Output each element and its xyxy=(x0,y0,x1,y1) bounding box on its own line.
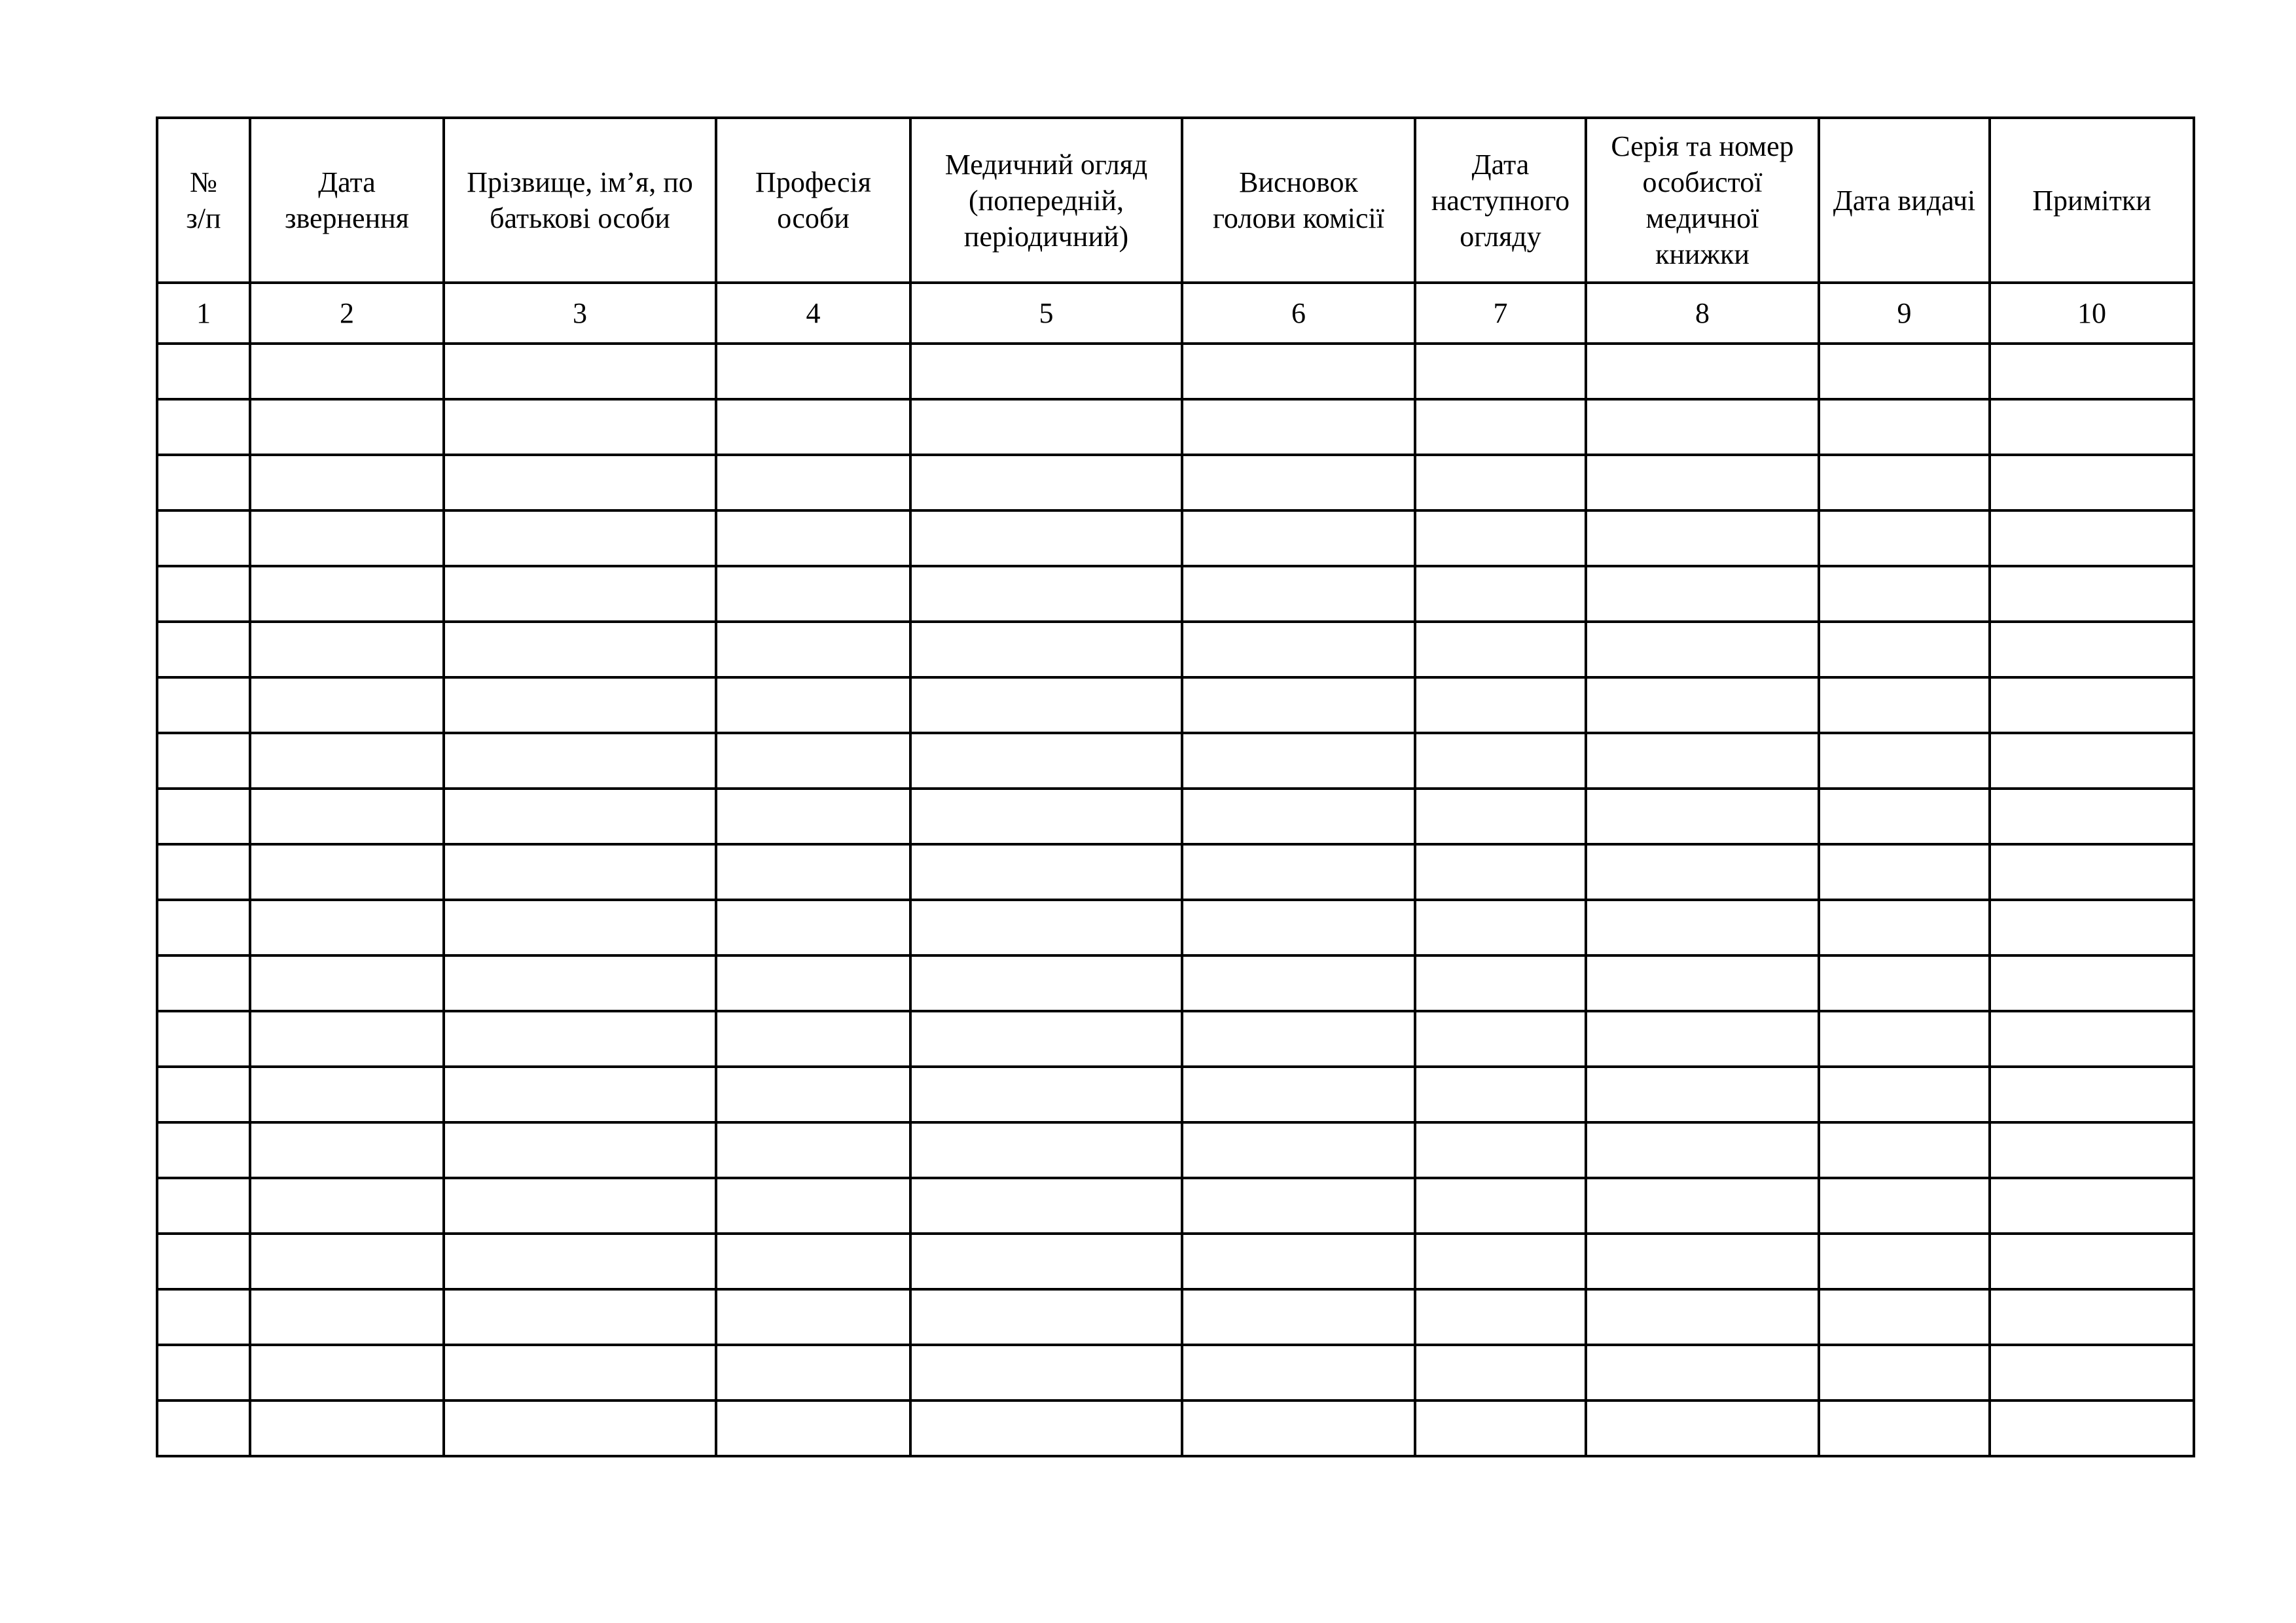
table-cell[interactable] xyxy=(1182,1289,1415,1345)
table-cell[interactable] xyxy=(910,1122,1182,1178)
table-cell[interactable] xyxy=(1819,399,1990,455)
table-cell[interactable] xyxy=(444,733,716,789)
column-number-9: 9 xyxy=(1819,283,1990,344)
table-cell[interactable] xyxy=(1990,510,2194,566)
table-cell[interactable] xyxy=(716,399,910,455)
table-cell[interactable] xyxy=(1586,789,1819,844)
table-cell[interactable] xyxy=(1415,789,1586,844)
table-cell[interactable] xyxy=(910,1234,1182,1289)
table-cell[interactable] xyxy=(910,677,1182,733)
table-row xyxy=(157,510,2194,566)
table-cell[interactable] xyxy=(716,955,910,1011)
table-cell[interactable] xyxy=(157,789,250,844)
table-cell[interactable] xyxy=(1182,900,1415,955)
table-cell[interactable] xyxy=(1819,955,1990,1011)
table-cell[interactable] xyxy=(1990,733,2194,789)
table-cell[interactable] xyxy=(444,1234,716,1289)
table-cell[interactable] xyxy=(1990,677,2194,733)
table-row xyxy=(157,566,2194,622)
column-number-5: 5 xyxy=(910,283,1182,344)
table-cell[interactable] xyxy=(250,566,444,622)
table-cell[interactable] xyxy=(1819,677,1990,733)
table-cell[interactable] xyxy=(1182,344,1415,399)
table-cell[interactable] xyxy=(716,844,910,900)
table-cell[interactable] xyxy=(444,955,716,1011)
table-cell[interactable] xyxy=(444,622,716,677)
table-cell[interactable] xyxy=(716,1067,910,1122)
table-cell[interactable] xyxy=(1990,1345,2194,1400)
table-cell[interactable] xyxy=(1990,1289,2194,1345)
table-row xyxy=(157,844,2194,900)
table-cell[interactable] xyxy=(910,455,1182,510)
table-cell[interactable] xyxy=(910,1011,1182,1067)
table-cell[interactable] xyxy=(1990,455,2194,510)
table-cell[interactable] xyxy=(250,399,444,455)
table-cell[interactable] xyxy=(716,566,910,622)
table-cell[interactable] xyxy=(1586,566,1819,622)
table-cell[interactable] xyxy=(1182,677,1415,733)
table-cell[interactable] xyxy=(444,1067,716,1122)
table-cell[interactable] xyxy=(1415,1067,1586,1122)
column-number-8: 8 xyxy=(1586,283,1819,344)
table-cell[interactable] xyxy=(716,900,910,955)
table-cell[interactable] xyxy=(1586,1345,1819,1400)
table-cell[interactable] xyxy=(157,1122,250,1178)
table-cell[interactable] xyxy=(1182,510,1415,566)
table-cell[interactable] xyxy=(1990,622,2194,677)
table-cell[interactable] xyxy=(716,1122,910,1178)
table-cell[interactable] xyxy=(1990,399,2194,455)
table-cell[interactable] xyxy=(1819,566,1990,622)
table-cell[interactable] xyxy=(1415,1289,1586,1345)
table-cell[interactable] xyxy=(1415,1234,1586,1289)
table-cell[interactable] xyxy=(250,1067,444,1122)
table-cell[interactable] xyxy=(1415,399,1586,455)
column-header-6: Висновок голови комісії xyxy=(1182,118,1415,283)
table-cell[interactable] xyxy=(910,900,1182,955)
table-cell[interactable] xyxy=(716,1400,910,1456)
table-cell[interactable] xyxy=(1182,1067,1415,1122)
table-cell[interactable] xyxy=(1182,1011,1415,1067)
table-cell[interactable] xyxy=(1990,1011,2194,1067)
table-cell[interactable] xyxy=(910,955,1182,1011)
table-cell[interactable] xyxy=(250,677,444,733)
table-cell[interactable] xyxy=(1415,677,1586,733)
table-cell[interactable] xyxy=(250,622,444,677)
table-row xyxy=(157,733,2194,789)
table-cell[interactable] xyxy=(910,510,1182,566)
table-cell[interactable] xyxy=(1415,510,1586,566)
column-header-1: № з/п xyxy=(157,118,250,283)
column-number-row xyxy=(157,283,2194,344)
table-cell[interactable] xyxy=(1415,566,1586,622)
table-cell[interactable] xyxy=(1586,900,1819,955)
table-cell[interactable] xyxy=(1586,1400,1819,1456)
table-cell[interactable] xyxy=(444,844,716,900)
table-cell[interactable] xyxy=(1182,399,1415,455)
table-cell[interactable] xyxy=(1182,566,1415,622)
table-cell[interactable] xyxy=(1182,1234,1415,1289)
table-cell[interactable] xyxy=(250,900,444,955)
table-cell[interactable] xyxy=(1182,733,1415,789)
table-cell[interactable] xyxy=(444,1345,716,1400)
table-cell[interactable] xyxy=(444,900,716,955)
table-cell[interactable] xyxy=(250,1345,444,1400)
table-cell[interactable] xyxy=(1819,844,1990,900)
table-cell[interactable] xyxy=(716,1234,910,1289)
table-row xyxy=(157,344,2194,399)
table-row xyxy=(157,900,2194,955)
table-cell[interactable] xyxy=(716,455,910,510)
table-cell[interactable] xyxy=(1990,1400,2194,1456)
table-cell[interactable] xyxy=(1586,1067,1819,1122)
table-row xyxy=(157,1122,2194,1178)
table-cell[interactable] xyxy=(1586,1122,1819,1178)
table-cell[interactable] xyxy=(157,1067,250,1122)
table-cell[interactable] xyxy=(444,455,716,510)
table-cell[interactable] xyxy=(1990,1178,2194,1234)
table-row xyxy=(157,955,2194,1011)
table-cell[interactable] xyxy=(157,1178,250,1234)
table-cell[interactable] xyxy=(157,344,250,399)
column-number-6: 6 xyxy=(1182,283,1415,344)
table-row xyxy=(157,677,2194,733)
table-cell[interactable] xyxy=(716,677,910,733)
table-cell[interactable] xyxy=(1586,622,1819,677)
column-header-5: Медичний огляд (попередній, періодичний) xyxy=(910,118,1182,283)
header-row xyxy=(157,118,2194,283)
table-cell[interactable] xyxy=(910,622,1182,677)
table-cell[interactable] xyxy=(250,510,444,566)
table-cell[interactable] xyxy=(910,789,1182,844)
table-cell[interactable] xyxy=(1182,789,1415,844)
table-cell[interactable] xyxy=(444,1011,716,1067)
table-cell[interactable] xyxy=(1415,1400,1586,1456)
table-cell[interactable] xyxy=(1990,566,2194,622)
table-cell[interactable] xyxy=(716,1289,910,1345)
table-cell[interactable] xyxy=(910,1067,1182,1122)
table-cell[interactable] xyxy=(1182,1178,1415,1234)
table-cell[interactable] xyxy=(250,789,444,844)
column-number-10: 10 xyxy=(1990,283,2194,344)
table-cell[interactable] xyxy=(1182,1400,1415,1456)
table-cell[interactable] xyxy=(1182,455,1415,510)
table-cell[interactable] xyxy=(250,955,444,1011)
table-cell[interactable] xyxy=(1990,789,2194,844)
medical-register-table xyxy=(156,116,2195,1457)
table-cell[interactable] xyxy=(1819,1122,1990,1178)
table-cell[interactable] xyxy=(1819,1345,1990,1400)
column-number-2: 2 xyxy=(250,283,444,344)
table-cell[interactable] xyxy=(910,844,1182,900)
table-cell[interactable] xyxy=(250,1178,444,1234)
table-cell[interactable] xyxy=(250,1011,444,1067)
table-cell[interactable] xyxy=(1586,455,1819,510)
table-row xyxy=(157,1289,2194,1345)
table-row xyxy=(157,789,2194,844)
table-cell[interactable] xyxy=(910,1400,1182,1456)
table-cell[interactable] xyxy=(1415,1011,1586,1067)
table-row xyxy=(157,1234,2194,1289)
table-cell[interactable] xyxy=(1819,900,1990,955)
table-cell[interactable] xyxy=(1182,955,1415,1011)
table-cell[interactable] xyxy=(716,1345,910,1400)
table-row xyxy=(157,1178,2194,1234)
column-number-3: 3 xyxy=(444,283,716,344)
column-header-8: Серія та номер особистої медичної книжки xyxy=(1586,118,1819,283)
table-cell[interactable] xyxy=(444,789,716,844)
table-row xyxy=(157,1400,2194,1456)
table-cell[interactable] xyxy=(1586,844,1819,900)
table-cell[interactable] xyxy=(444,1289,716,1345)
table-cell[interactable] xyxy=(157,1011,250,1067)
table-cell[interactable] xyxy=(444,677,716,733)
table-cell[interactable] xyxy=(157,399,250,455)
table-cell[interactable] xyxy=(1586,399,1819,455)
table-cell[interactable] xyxy=(444,1400,716,1456)
table-cell[interactable] xyxy=(910,344,1182,399)
table-cell[interactable] xyxy=(444,344,716,399)
table-cell[interactable] xyxy=(716,344,910,399)
table-cell[interactable] xyxy=(910,1289,1182,1345)
table-cell[interactable] xyxy=(910,399,1182,455)
table-cell[interactable] xyxy=(444,1122,716,1178)
table-cell[interactable] xyxy=(1819,1289,1990,1345)
table-cell[interactable] xyxy=(1415,1345,1586,1400)
table-row xyxy=(157,399,2194,455)
table-cell[interactable] xyxy=(157,900,250,955)
table-cell[interactable] xyxy=(1415,455,1586,510)
table-cell[interactable] xyxy=(157,1400,250,1456)
table-cell[interactable] xyxy=(1819,455,1990,510)
table-cell[interactable] xyxy=(716,622,910,677)
table-cell[interactable] xyxy=(1819,1011,1990,1067)
table-cell[interactable] xyxy=(157,566,250,622)
table-cell[interactable] xyxy=(1415,955,1586,1011)
table-cell[interactable] xyxy=(444,1178,716,1234)
table-cell[interactable] xyxy=(1819,1400,1990,1456)
table-cell[interactable] xyxy=(1819,1067,1990,1122)
table-cell[interactable] xyxy=(157,622,250,677)
table-cell[interactable] xyxy=(910,1178,1182,1234)
table-cell[interactable] xyxy=(910,1345,1182,1400)
table-cell[interactable] xyxy=(1990,1122,2194,1178)
table-cell[interactable] xyxy=(250,1400,444,1456)
table-cell[interactable] xyxy=(157,455,250,510)
table-cell[interactable] xyxy=(1586,1011,1819,1067)
table-cell[interactable] xyxy=(1415,844,1586,900)
table-cell[interactable] xyxy=(1586,677,1819,733)
table-row xyxy=(157,1345,2194,1400)
table-cell[interactable] xyxy=(250,844,444,900)
table-cell[interactable] xyxy=(1819,1178,1990,1234)
column-header-9: Дата видачі xyxy=(1819,118,1990,283)
table-cell[interactable] xyxy=(250,455,444,510)
table-cell[interactable] xyxy=(444,510,716,566)
table-cell[interactable] xyxy=(1415,344,1586,399)
table-cell[interactable] xyxy=(250,344,444,399)
table-cell[interactable] xyxy=(157,844,250,900)
table-cell[interactable] xyxy=(1990,1067,2194,1122)
table-cell[interactable] xyxy=(716,510,910,566)
column-number-7: 7 xyxy=(1415,283,1586,344)
table-cell[interactable] xyxy=(1415,622,1586,677)
table-cell[interactable] xyxy=(157,1234,250,1289)
column-header-4: Професія особи xyxy=(716,118,910,283)
table-cell[interactable] xyxy=(1990,900,2194,955)
table-cell[interactable] xyxy=(1586,510,1819,566)
table-cell[interactable] xyxy=(157,955,250,1011)
column-header-10: Примітки xyxy=(1990,118,2194,283)
table-cell[interactable] xyxy=(1182,1345,1415,1400)
table-cell[interactable] xyxy=(1415,1178,1586,1234)
table-cell[interactable] xyxy=(1819,733,1990,789)
column-header-7: Дата наступного огляду xyxy=(1415,118,1586,283)
table-row xyxy=(157,1067,2194,1122)
table-cell[interactable] xyxy=(1182,1122,1415,1178)
table-cell[interactable] xyxy=(444,399,716,455)
table-row xyxy=(157,1011,2194,1067)
table-cell[interactable] xyxy=(1990,344,2194,399)
table-cell[interactable] xyxy=(157,677,250,733)
table-cell[interactable] xyxy=(250,1122,444,1178)
column-header-3: Прізвище, ім’я, по батькові особи xyxy=(444,118,716,283)
table-cell[interactable] xyxy=(1990,844,2194,900)
table-cell[interactable] xyxy=(1819,1234,1990,1289)
table-cell[interactable] xyxy=(716,1011,910,1067)
table-row xyxy=(157,622,2194,677)
table-cell[interactable] xyxy=(1819,622,1990,677)
table-cell[interactable] xyxy=(157,733,250,789)
table-cell[interactable] xyxy=(1819,344,1990,399)
table-cell[interactable] xyxy=(1586,733,1819,789)
table-cell[interactable] xyxy=(910,733,1182,789)
table-cell[interactable] xyxy=(1415,733,1586,789)
column-header-2: Дата звернення xyxy=(250,118,444,283)
table-cell[interactable] xyxy=(1586,1289,1819,1345)
table-cell[interactable] xyxy=(444,566,716,622)
table-cell[interactable] xyxy=(716,733,910,789)
table-cell[interactable] xyxy=(1586,1178,1819,1234)
table-cell[interactable] xyxy=(157,1289,250,1345)
table-cell[interactable] xyxy=(716,789,910,844)
column-number-4: 4 xyxy=(716,283,910,344)
table-row xyxy=(157,455,2194,510)
table-cell[interactable] xyxy=(157,1345,250,1400)
table-cell[interactable] xyxy=(1586,344,1819,399)
table-cell[interactable] xyxy=(1819,789,1990,844)
column-number-1: 1 xyxy=(157,283,250,344)
table-cell[interactable] xyxy=(250,1234,444,1289)
table-cell[interactable] xyxy=(716,1178,910,1234)
table-cell[interactable] xyxy=(157,510,250,566)
table-cell[interactable] xyxy=(1182,844,1415,900)
table-cell[interactable] xyxy=(910,566,1182,622)
table-cell[interactable] xyxy=(1415,1122,1586,1178)
table-cell[interactable] xyxy=(1990,1234,2194,1289)
table-cell[interactable] xyxy=(1586,1234,1819,1289)
table-cell[interactable] xyxy=(1415,900,1586,955)
table-cell[interactable] xyxy=(1586,955,1819,1011)
table-cell[interactable] xyxy=(250,733,444,789)
table-cell[interactable] xyxy=(1182,622,1415,677)
table-cell[interactable] xyxy=(250,1289,444,1345)
table-body xyxy=(157,344,2194,1456)
table-cell[interactable] xyxy=(1990,955,2194,1011)
table-cell[interactable] xyxy=(1819,510,1990,566)
